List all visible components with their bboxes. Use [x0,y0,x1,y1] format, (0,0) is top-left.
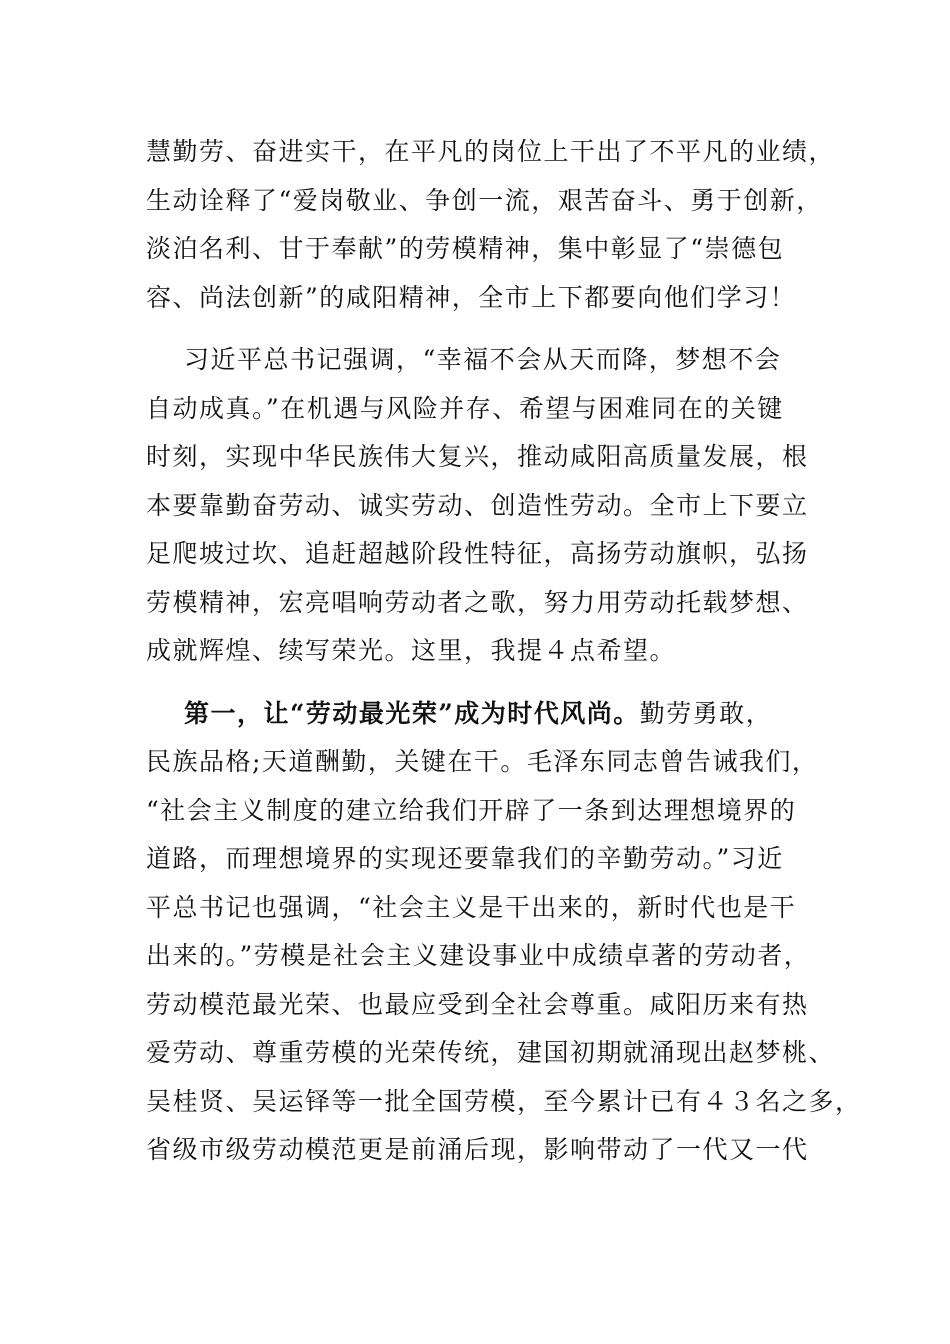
text-line: 时刻，实现中华民族伟大复兴，推动咸阳高质量发展，根 [146,442,809,471]
text-line: 慧勤劳、奋进实干，在平凡的岗位上干出了不平凡的业绩， [146,137,836,166]
document-body [146,128,862,1175]
text-line: 出来的。”劳模是社会主义建设事业中成绩卓著的劳动者， [146,941,811,970]
heading-line-rest: 勤劳勇敢， [639,698,773,728]
text-line: 劳模精神，宏亮唱响劳动者之歌，努力用劳动托载梦想、 [146,587,809,617]
paragraph-1 [146,128,836,322]
paragraph-gap [146,676,811,690]
text-line: 平总书记也强调，“社会主义是干出来的，新时代也是干 [146,892,797,922]
text-line: “社会主义制度的建立给我们开辟了一条到达理想境界的 [146,795,797,825]
paragraph-3 [146,690,862,1175]
text-line [146,690,811,739]
text-line: 本要靠勤奋劳动、诚实劳动、创造性劳动。全市上下要立 [146,490,809,520]
paragraph-2 [146,336,811,676]
text-line: 足爬坡过坎、追赶超越阶段性特征，高扬劳动旗帜，弘扬 [146,539,809,568]
text-line: 自动成真。”在机遇与风险并存、希望与困难同在的关键 [146,393,784,423]
text-line: 容、尚法创新”的咸阳精神，全市上下都要向他们学习！ [146,282,797,312]
section-heading: 第一，让“劳动最光荣”成为时代风尚。 [184,698,640,728]
text-line: 习近平总书记强调，“幸福不会从天而降，梦想不会 [184,345,782,374]
text-line: 淡泊名利、甘于奉献”的劳模精神，集中彰显了“崇德包 [146,234,785,263]
text-line: 民族品格;天道酬勤，关键在干。毛泽东同志曾告诫我们， [146,747,819,776]
text-line: 劳动模范最光荣、也最应受到全社会尊重。咸阳历来有热 [146,989,809,1019]
text-line: 道路，而理想境界的实现还要靠我们的辛勤劳动。”习近 [146,844,784,873]
paragraph-gap [146,322,811,336]
text-line: 成就辉煌、续写荣光。这里，我提４点希望。 [146,636,677,665]
text-line: 生动诠释了“爱岗敬业、争创一流，艰苦奋斗、勇于创新， [146,185,823,215]
text-line: 省级市级劳动模范更是前涌后现，影响带动了一代又一代 [146,1135,809,1164]
text-line: 吴桂贤、吴运铎等一批全国劳模，至今累计已有４３名之多， [146,1086,862,1116]
text-line: 爱劳动、尊重劳模的光荣传统，建国初期就涌现出赵梦桃、 [146,1038,836,1067]
